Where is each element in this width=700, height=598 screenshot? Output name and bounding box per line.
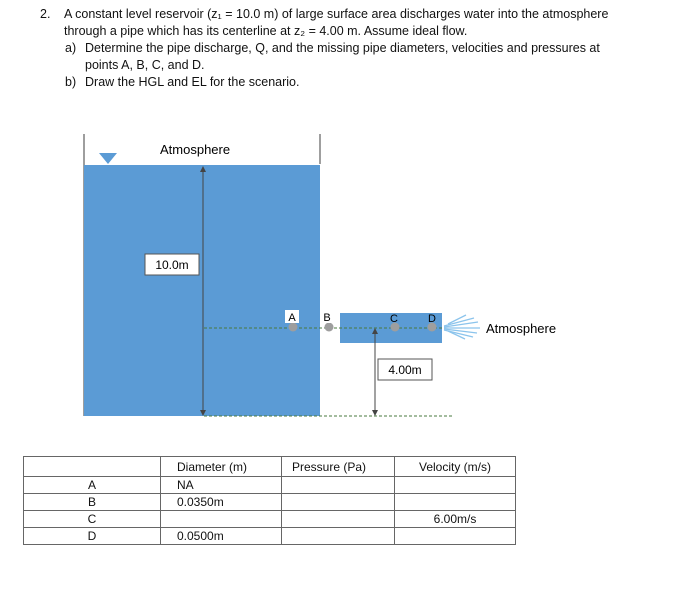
header-diameter: Diameter (m) — [161, 457, 282, 477]
table-header-row — [24, 457, 516, 477]
water-spray-icon — [444, 315, 480, 339]
table-row: C 6.00m/s — [24, 511, 516, 528]
atmosphere-top-label: Atmosphere — [160, 142, 231, 157]
water-surface-icon — [99, 153, 117, 164]
results-table — [23, 456, 516, 545]
reservoir-water — [84, 165, 320, 416]
table-row: B 0.0350m — [24, 494, 516, 511]
part-a-line-2: points A, B, C, and D. — [85, 58, 205, 72]
arrow-head-down-2 — [372, 410, 378, 416]
problem-number: 2. — [40, 7, 51, 21]
header-point — [24, 457, 161, 477]
part-a-label: a) — [65, 41, 77, 55]
pipe-height-value: 4.00m — [388, 363, 422, 377]
table-row: D 0.0500m — [24, 528, 516, 545]
reservoir-height-value: 10.0m — [155, 258, 189, 272]
point-d-label: D — [428, 313, 436, 325]
atmosphere-right-label: Atmosphere — [486, 321, 557, 336]
problem-line-2: through a pipe which has its centerline at z₂ = 4.00 m. Assume ideal flow. — [64, 24, 468, 38]
header-pressure: Pressure (Pa) — [282, 457, 395, 477]
part-b-label: b) — [65, 75, 77, 89]
part-a-line-1: Determine the pipe discharge, Q, and the missing pipe diameters, velocities and pressures at — [85, 41, 600, 55]
point-b-label: B — [323, 312, 331, 324]
problem-line-1: A constant level reservoir (z₁ = 10.0 m) of large surface area discharges water into the atmosphere — [64, 7, 609, 21]
header-velocity: Velocity (m/s) — [395, 457, 516, 477]
part-b-text: Draw the HGL and EL for the scenario. — [85, 75, 300, 89]
point-c-label: C — [390, 313, 398, 325]
point-a-label: A — [288, 312, 296, 324]
table-row: A NA — [24, 477, 516, 494]
